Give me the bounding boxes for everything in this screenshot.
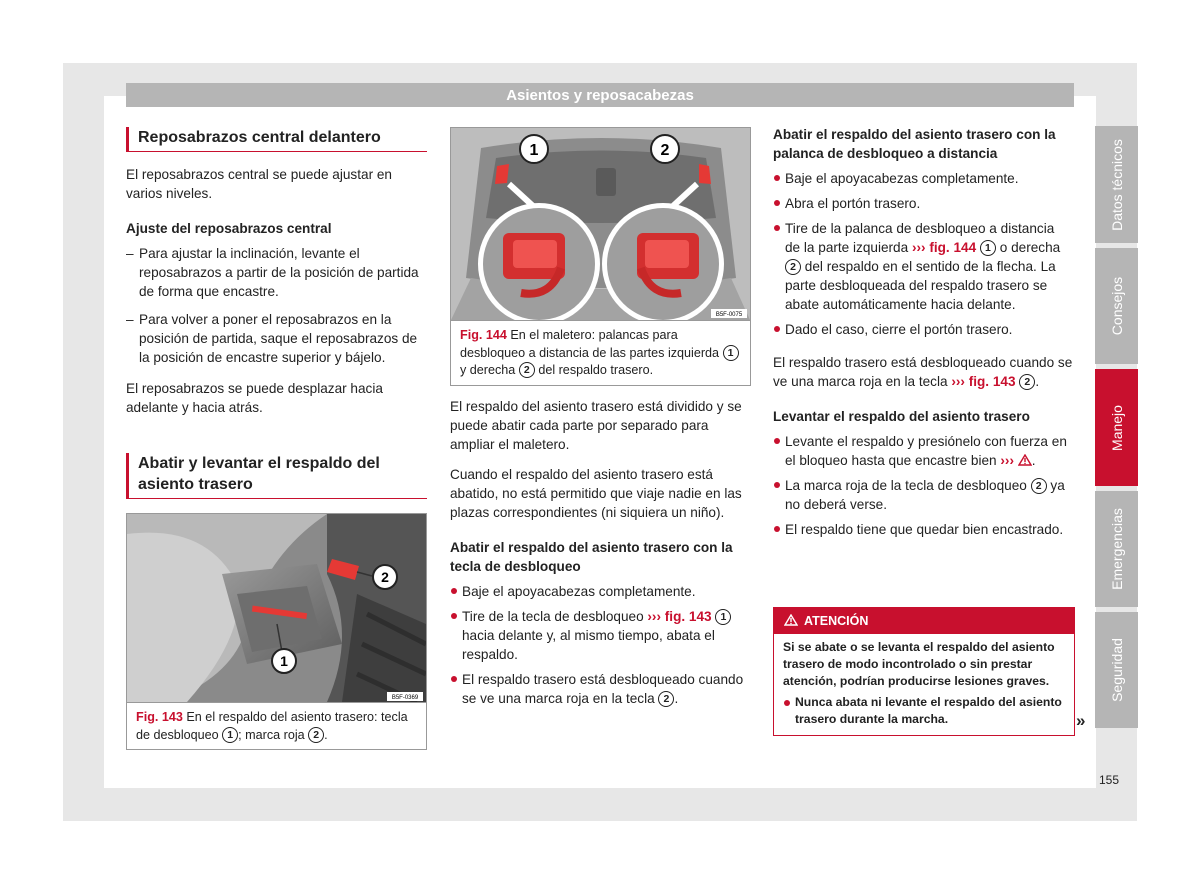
- tab-seguridad[interactable]: [1095, 612, 1138, 728]
- callout-ref: 1: [222, 727, 238, 743]
- subheading: Abatir el respaldo del asiento trasero con la palanca de desbloqueo a distancia: [773, 127, 1056, 161]
- cross-ref-link[interactable]: ››› fig. 143: [951, 374, 1016, 389]
- text: .: [674, 690, 679, 706]
- dash-item: – Para ajustar la inclinación, levante el reposabrazos a partir de la posición de partida de forma que encastre.: [126, 244, 427, 301]
- section-title-backrest: Abatir y levantar el respaldo del asiento trasero: [126, 453, 427, 499]
- text: El respaldo trasero está desbloqueado cuando se ve una marca roja en la tecla: [462, 671, 744, 706]
- tab-consejos[interactable]: [1095, 248, 1138, 364]
- paragraph: El reposabrazos se puede desplazar hacia adelante y hacia atrás.: [126, 381, 383, 415]
- warning-triangle-icon: [1018, 454, 1032, 466]
- figure-code: B5F-0075: [715, 312, 743, 318]
- text: hacia delante y, al mismo tiempo, abata el respaldo.: [462, 627, 715, 662]
- bullet-item: [450, 607, 750, 664]
- text: o derecha: [999, 240, 1061, 255]
- callout-1: 1: [529, 142, 539, 159]
- callout-ref: 2: [1031, 478, 1047, 494]
- bullet-item: Baje el apoyacabezas completamente.: [450, 582, 750, 601]
- bullet-item: Abra el portón trasero.: [773, 194, 1073, 213]
- cross-ref-link[interactable]: ›››: [1000, 453, 1014, 468]
- callout-ref: 1: [723, 345, 739, 361]
- callout-ref: 1: [980, 240, 996, 256]
- subheading: Levantar el respaldo del asiento trasero: [773, 409, 1030, 424]
- bullet-item: [773, 476, 1073, 514]
- bullet-item: Baje el apoyacabezas completamente.: [773, 169, 1073, 188]
- tab-emergencias[interactable]: [1095, 491, 1138, 607]
- text: Levante el respaldo y presiónelo con fuerza en el bloqueo hasta que encastre bien: [785, 434, 1067, 468]
- tab-manejo[interactable]: [1095, 369, 1138, 486]
- figure-code: B5F-0369: [391, 695, 419, 701]
- paragraph: [773, 353, 1073, 391]
- column-right: [773, 125, 1073, 545]
- dash-item: – Para volver a poner el reposabrazos en la posición de partida, saque el reposabrazos de la posición de encastre superior y bájelo.: [126, 310, 427, 367]
- cross-ref-link[interactable]: ››› fig. 144: [911, 240, 977, 255]
- caption-text: del respaldo trasero.: [538, 363, 654, 377]
- caption-text: ; marca roja: [238, 727, 305, 742]
- caption-text: En el maletero: palancas para desbloqueo a distancia de las partes izquierda: [460, 328, 720, 360]
- cross-ref-link[interactable]: ››› fig. 143: [647, 608, 712, 624]
- bullet-item: El respaldo tiene que quedar bien encastrado.: [773, 520, 1073, 539]
- figure-144: [450, 127, 751, 386]
- callout-ref: 2: [519, 362, 535, 378]
- warning-bullet: Nunca abata ni levante el respaldo del asiento trasero durante la marcha.: [783, 694, 1065, 728]
- seat-unlock-illustration: [127, 514, 426, 702]
- tab-datos-tecnicos[interactable]: [1095, 126, 1138, 243]
- caption-text: .: [324, 727, 328, 742]
- bullet-item: Levante el respaldo y presiónelo con fuerza en el bloqueo hasta que encastre bien ››› .: [773, 432, 1073, 470]
- section-title-armrest: Reposabrazos central delantero: [126, 127, 427, 152]
- column-left: [126, 127, 427, 750]
- text: La marca roja de la tecla de desbloqueo: [785, 478, 1027, 493]
- paragraph: El reposabrazos central se puede ajustar en varios niveles.: [126, 167, 392, 201]
- warning-paragraph: Si se abate o se levanta el respaldo del asiento trasero de modo incontrolado o sin prestar atención, podrían producirse lesiones graves.: [783, 640, 1055, 688]
- figure-143: [126, 513, 427, 750]
- continue-mark: »: [1076, 711, 1086, 730]
- warning-box: [773, 607, 1075, 736]
- callout-2: 2: [381, 569, 389, 585]
- text: del respaldo en el sentido de la flecha. La parte desbloqueada del respaldo trasero se abate automáticamente hacia delante.: [785, 259, 1056, 312]
- bullet-item: [773, 219, 1073, 314]
- warning-triangle-icon: [784, 614, 798, 626]
- warning-body: [774, 634, 1074, 735]
- tab-label: Emergencias: [1108, 508, 1125, 590]
- tab-label: Seguridad: [1108, 638, 1125, 702]
- figure-caption: [451, 320, 750, 385]
- warning-title: ATENCIÓN: [804, 614, 869, 628]
- warning-header: [774, 608, 1074, 634]
- text: El respaldo trasero está desbloqueado cuando se ve una marca roja en la tecla: [773, 355, 1073, 389]
- page-number: 155: [1099, 773, 1120, 787]
- chapter-header: Asientos y reposacabezas: [126, 83, 1074, 107]
- trunk-levers-illustration: [451, 128, 750, 320]
- callout-ref: 2: [785, 259, 801, 275]
- paragraph: Cuando el respaldo del asiento trasero está abatido, no está permitido que viaje nadie en las plazas correspondientes (ni siquiera un niño).: [450, 466, 742, 520]
- caption-text: En el respaldo del asiento trasero: tecla de desbloqueo: [136, 710, 408, 742]
- figure-caption: [127, 702, 426, 749]
- caption-text: y derecha: [460, 363, 516, 377]
- text: Tire de la palanca de desbloqueo a distancia de la parte izquierda: [785, 221, 1055, 255]
- bullet-item: [450, 670, 750, 708]
- callout-ref: 2: [308, 727, 324, 743]
- subheading: Abatir el respaldo del asiento trasero con la tecla de desbloqueo: [450, 539, 733, 574]
- text: Tire de la tecla de desbloqueo: [462, 608, 644, 624]
- tab-label: Consejos: [1108, 276, 1125, 336]
- column-middle: [450, 127, 750, 714]
- text: .: [1035, 374, 1040, 389]
- bullet-item: Dado el caso, cierre el portón trasero.: [773, 320, 1073, 339]
- callout-ref: 1: [715, 609, 731, 625]
- callout-ref: 2: [1019, 374, 1035, 390]
- text: ya no deberá verse.: [785, 478, 1065, 512]
- figure-label: Fig. 143: [136, 710, 183, 724]
- figure-label: Fig. 144: [460, 328, 507, 342]
- callout-2: 2: [660, 142, 670, 159]
- paragraph: El respaldo del asiento trasero está dividido y se puede abatir cada parte por separado para ampliar el maletero.: [450, 398, 742, 452]
- subheading: Ajuste del reposabrazos central: [126, 221, 332, 236]
- tab-label: Datos técnicos: [1108, 138, 1125, 231]
- tab-label: Manejo: [1108, 404, 1125, 451]
- callout-ref: 2: [658, 691, 674, 707]
- callout-1: 1: [280, 653, 288, 669]
